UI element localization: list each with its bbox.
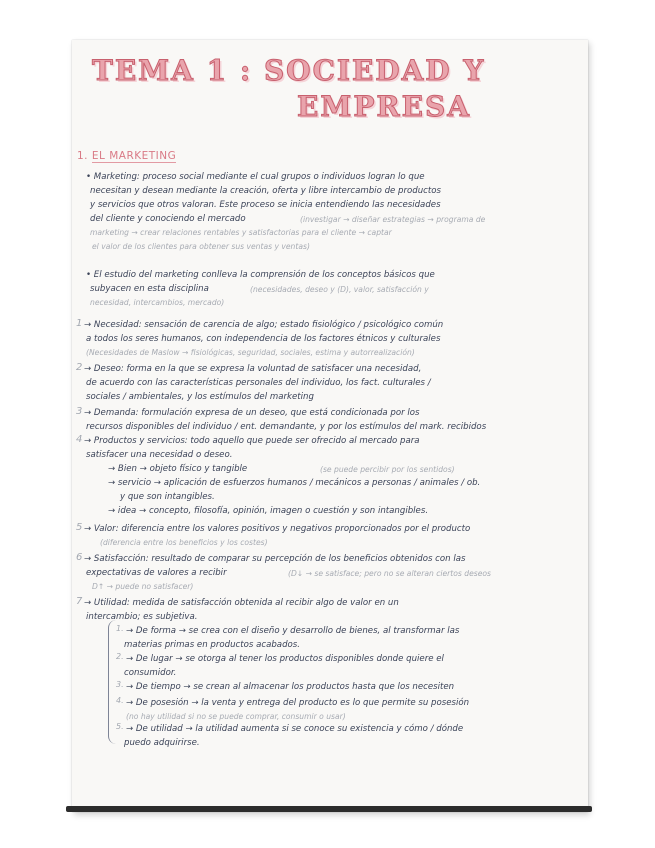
text-line: → De lugar → se otorga al tener los productos disponibles donde quiere el (126, 654, 444, 664)
text-line: • El estudio del marketing conlleva la comprensión de los conceptos básicos que (86, 270, 435, 280)
text-line: satisfacer una necesidad o deseo. (86, 450, 233, 460)
text-line: y que son intangibles. (120, 492, 215, 502)
text-line: materias primas en productos acabados. (124, 640, 300, 650)
note-line: (no hay utilidad si no se puede comprar, consumir o usar) (126, 712, 346, 721)
text-line: a todos los seres humanos, con independencia de los factores étnicos y culturales (86, 334, 441, 344)
item-number: 3 (76, 406, 83, 417)
text-line: puedo adquirirse. (124, 738, 200, 748)
text-line: sociales / ambientales, y los estímulos del marketing (86, 392, 314, 402)
text-line: subyacen en esta disciplina (90, 284, 209, 294)
text-line: → Necesidad: sensación de carencia de algo; estado fisiológico / psicológico común (84, 320, 444, 330)
text-line: recursos disponibles del individuo / ent. demandante, y por los estímulos del mark. recibidos (86, 422, 487, 432)
sub-number: 1. (116, 624, 124, 633)
text-line: → Valor: diferencia entre los valores positivos y negativos proporcionados por el producto (84, 524, 471, 534)
sub-number: 5. (116, 722, 124, 731)
text-line: → Satisfacción: resultado de comparar su percepción de los beneficios obtenidos con las (84, 554, 466, 564)
text-line: → De tiempo → se crean al almacenar los productos hasta que los necesiten (126, 682, 455, 692)
text-line: → idea → concepto, filosofía, opinión, imagen o cuestión y son intangibles. (108, 506, 429, 516)
item-number: 2 (76, 362, 83, 373)
page-bottom-edge (66, 806, 592, 812)
sub-number: 2. (116, 652, 124, 661)
text-line: necesitan y desean mediante la creación, oferta y libre intercambio de productos (90, 186, 442, 196)
note-line: (diferencia entre los beneficios y los costes) (100, 538, 268, 547)
title-line-1: TEMA 1 : SOCIEDAD Y (92, 54, 486, 87)
note-line: marketing → crear relaciones rentables y satisfactorias para el cliente → captar (90, 228, 392, 237)
item-number: 6 (76, 552, 83, 563)
note-line: necesidad, intercambios, mercado) (90, 298, 225, 307)
title-line-2: EMPRESA (297, 90, 471, 123)
text-line: intercambio; es subjetiva. (86, 612, 198, 622)
text-line: → Deseo: forma en la que se expresa la voluntad de satisfacer una necesidad, (84, 364, 422, 374)
text-line: → servicio → aplicación de esfuerzos humanos / mecánicos a personas / animales / ob. (108, 478, 481, 488)
note-line: el valor de los clientes para obtener sus ventas y ventas) (92, 242, 310, 251)
note-line: (se puede percibir por los sentidos) (320, 465, 455, 474)
text-line: • Marketing: proceso social mediante el cual grupos o individuos logran lo que (86, 172, 425, 182)
text-line: expectativas de valores a recibir (86, 568, 227, 578)
note-line: D↑ → puede no satisfacer) (92, 582, 194, 591)
item-number: 7 (76, 596, 83, 607)
section-title: EL MARKETING (91, 150, 177, 162)
text-line: → De posesión → la venta y entrega del producto es lo que permite su posesión (126, 698, 470, 708)
text-line: → De forma → se crea con el diseño y desarrollo de bienes, al transformar las (126, 626, 460, 636)
sub-number: 3. (116, 680, 124, 689)
text-line: → Demanda: formulación expresa de un deseo, que está condicionada por los (84, 408, 420, 418)
text-line: → De utilidad → la utilidad aumenta si se conoce su existencia y cómo / dónde (126, 724, 464, 734)
note-line: (Necesidades de Maslow → fisiológicas, seguridad, sociales, estima y autorrealización) (86, 348, 415, 357)
item-number: 5 (76, 522, 83, 533)
note-line: (investigar → diseñar estrategias → programa de (300, 215, 486, 224)
text-line: del cliente y conociendo el mercado (90, 214, 246, 224)
text-line: de acuerdo con las características personales del individuo, los fact. culturales / (86, 378, 431, 388)
note-line: (necesidades, deseo y (D), valor, satisfacción y (250, 285, 429, 294)
section-heading (77, 150, 176, 163)
text-line: y servicios que otros valoran. Este proceso se inicia entendiendo las necesidades (90, 200, 441, 210)
note-line: (D↓ → se satisface; pero no se alteran ciertos deseos (288, 569, 492, 578)
text-line: → Bien → objeto físico y tangible (108, 464, 248, 474)
utilidad-bracket (108, 620, 116, 744)
sub-number: 4. (116, 696, 124, 705)
text-line: consumidor. (124, 668, 177, 678)
text-line: → Productos y servicios: todo aquello que puede ser ofrecido al mercado para (84, 436, 420, 446)
section-number: 1. (77, 150, 89, 162)
item-number: 4 (76, 434, 83, 445)
item-number: 1 (76, 318, 83, 329)
text-line: → Utilidad: medida de satisfacción obtenida al recibir algo de valor en un (84, 598, 399, 608)
